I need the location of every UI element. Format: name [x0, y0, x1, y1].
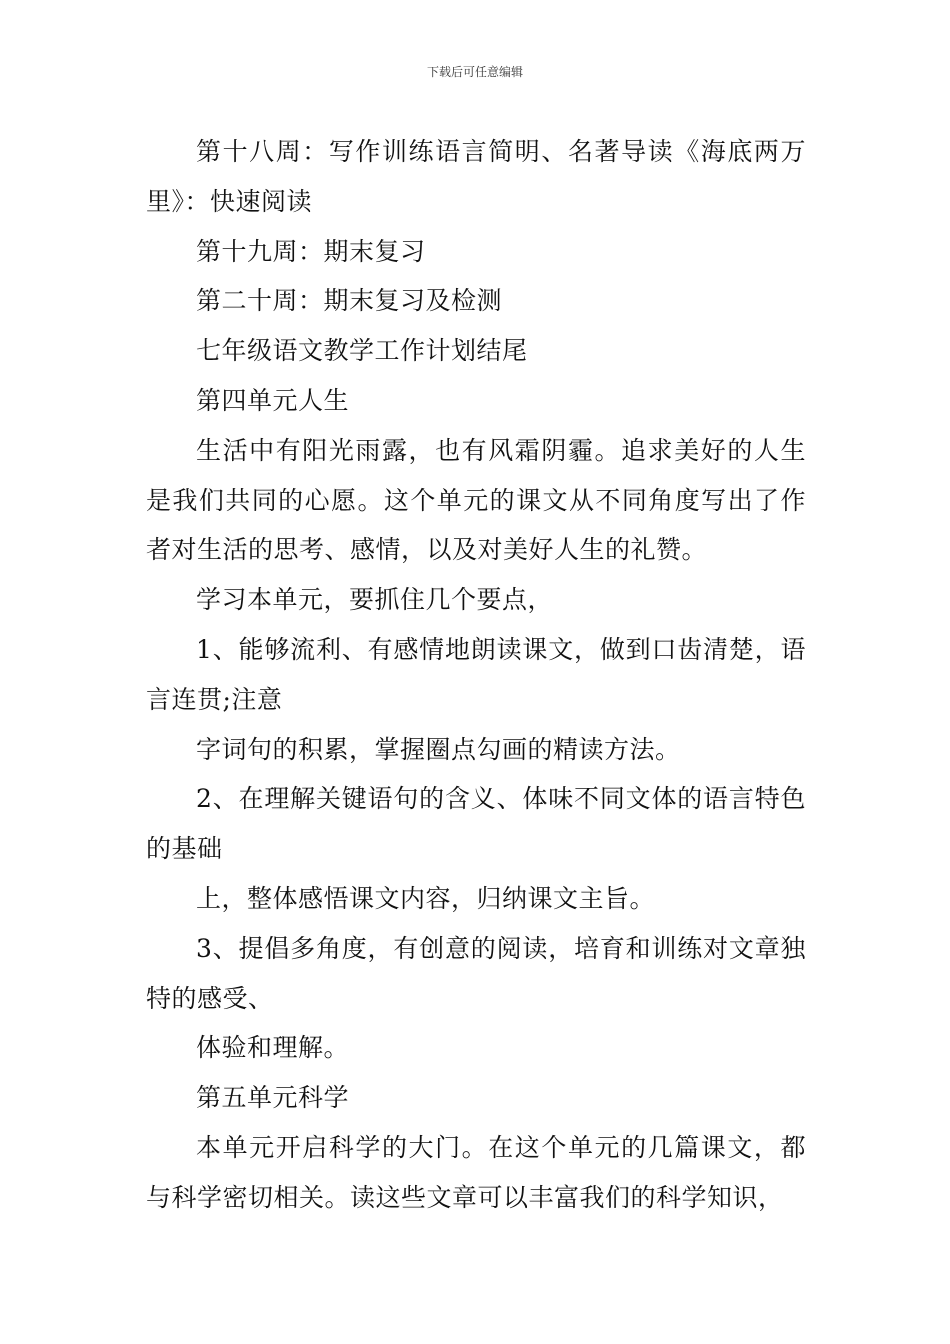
paragraph-key-points: 学习本单元，要抓住几个要点， — [196, 585, 554, 615]
paragraph-point-3: 3、提倡多角度，有创意的阅读，培育和训练对文章独特的感受、 — [146, 933, 806, 1013]
heading-unit-5: 第五单元科学 — [196, 1083, 350, 1113]
paragraph-plan-ending: 七年级语文教学工作计划结尾 — [196, 336, 528, 366]
paragraph-week-18: 第十八周：写作训练语言简明、名著导读《海底两万里》：快速阅读 — [146, 137, 806, 216]
paragraph-point-1: 1、能够流利、有感情地朗读课文，做到口齿清楚，语言连贯;注意 — [146, 634, 806, 714]
paragraph-week-19: 第十九周：期末复习 — [196, 236, 426, 266]
paragraph-point-3-cont: 体验和理解。 — [196, 1033, 350, 1063]
heading-unit-4: 第四单元人生 — [196, 385, 350, 415]
paragraph-point-2-cont: 上，整体感悟课文内容，归纳课文主旨。 — [196, 883, 656, 913]
paragraph-unit-4-intro: 生活中有阳光雨露，也有风霜阴霾。追求美好的人生是我们共同的心愿。这个单元的课文从不同角度写出了作者对生活的思考、感情，以及对美好人生的礼赞。 — [146, 435, 806, 565]
paragraph-point-1-cont: 字词句的积累，掌握圈点勾画的精读方法。 — [196, 734, 681, 764]
paragraph-unit-5-intro: 本单元开启科学的大门。在这个单元的几篇课文，都与科学密切相关。读这些文章可以丰富我们的科学知识， — [146, 1132, 806, 1212]
paragraph-point-2: 2、在理解关键语句的含义、体味不同文体的语言特色的基础 — [146, 784, 806, 864]
paragraph-week-20: 第二十周：期末复习及检测 — [196, 286, 503, 316]
document-body — [146, 127, 806, 1223]
page-header: 下载后可任意编辑 — [426, 65, 523, 79]
